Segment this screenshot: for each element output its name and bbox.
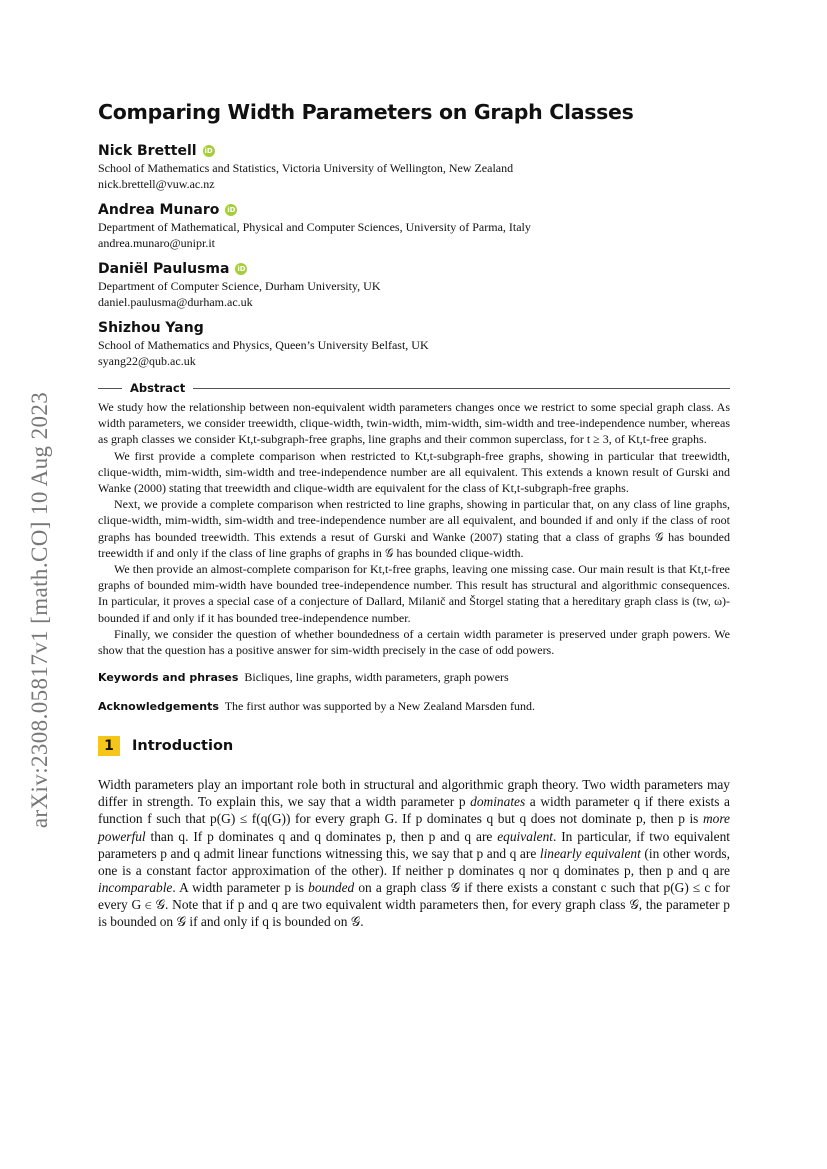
- author-affiliation: School of Mathematics and Statistics, Victoria University of Wellington, New Zealand: [98, 161, 514, 175]
- intro-text: . A width parameter p is: [172, 879, 309, 895]
- arxiv-id-text: arXiv:2308.05817v1 [math.CO] 10 Aug 2023: [27, 391, 52, 829]
- section-title: Introduction: [132, 738, 234, 755]
- author-list: [98, 142, 730, 369]
- author-block: [98, 319, 730, 369]
- paper-body: [98, 100, 730, 930]
- rule-divider: [193, 388, 730, 389]
- author-block: [98, 142, 730, 192]
- author-affiliation: Department of Computer Science, Durham University, UK: [98, 279, 381, 293]
- author-email[interactable]: andrea.munaro@unipr.it: [98, 236, 216, 250]
- ack-label: Acknowledgements: [98, 700, 219, 714]
- author-affiliation: School of Mathematics and Physics, Queen’s University Belfast, UK: [98, 338, 429, 352]
- abstract-paragraph: We first provide a complete comparison when restricted to Kt,t-subgraph-free graphs, showing in particular that treewidth, clique-width, mim-width, sim-width and tree-independence number are all equivalent. This extends a known result of Gurski and Wanke (2000) stating that treewidth and clique-width are equivalent for the class of Kt,t-subgraph-free graphs.: [98, 448, 730, 496]
- intro-paragraph: [98, 776, 730, 930]
- paper-title: Comparing Width Parameters on Graph Classes: [98, 100, 634, 124]
- intro-text: (in other words, one is a constant factor approximation of the other). If neither p dominates q nor q dominates p, then p and q are: [98, 845, 730, 878]
- abstract-title: Abstract: [130, 381, 186, 395]
- abstract-paragraph: Next, we provide a complete comparison when restricted to line graphs, showing in particular that, on any class of line graphs, clique-width, mim-width, sim-width and tree-independence number are all equivalent, and bounded if and only if the class of root graphs has bounded treewidth. This extends a resut of Gurski and Wanke (2007) stating that a class of graphs 𝒢 has bounded treewidth if and only if the class of line graphs of graphs in 𝒢 has bounded clique-width.: [98, 497, 730, 560]
- orcid-icon[interactable]: iD: [227, 206, 236, 214]
- intro-text: Width parameters play an important role both in structural and algorithmic graph theory. Two width parameters may differ in strength. To explain this, we say that a width parameter p: [98, 777, 730, 810]
- author-name-row: [98, 142, 730, 160]
- acknowledgements: [98, 699, 730, 714]
- abstract-paragraph: We study how the relationship between non-equivalent width parameters changes once we restrict to some special graph class. As width parameters, we consider treewidth, clique-width, twin-width, mim-width, sim-width and tree-independence number, whereas as graph classes we consider Kt,t-subgraph-free graphs, line graphs and their common superclass, for t ≥ 3, of Kt,t-free graphs.: [98, 400, 730, 447]
- author-block: [98, 201, 730, 251]
- keywords: [98, 670, 730, 685]
- author-name-row: [98, 260, 730, 278]
- author-email[interactable]: syang22@qub.ac.uk: [98, 354, 196, 368]
- author-email[interactable]: daniel.paulusma@durham.ac.uk: [98, 295, 253, 309]
- intro-text: than q. If p dominates q and q dominates p, then p and q are: [145, 828, 498, 844]
- orcid-icon[interactable]: iD: [237, 265, 246, 273]
- intro-text: . In particular, if two equivalent parameters p and q admit linear functions witnessing this, we say that p and q are: [98, 828, 730, 861]
- ack-text: The first author was supported by a New Zealand Marsden fund.: [224, 699, 535, 714]
- intro-text: a width parameter q if there exists a function f such that p(G) ≤ f(q(G)) for every graph G. If p dominates q but q does not dominate p, then p is: [98, 794, 730, 827]
- abstract-heading: [98, 381, 730, 395]
- intro-term: bounded: [308, 879, 355, 895]
- intro-term: linearly equivalent: [539, 845, 641, 861]
- author-email[interactable]: nick.brettell@vuw.ac.nz: [98, 177, 215, 191]
- orcid-icon[interactable]: iD: [204, 147, 213, 155]
- author-name-row: [98, 201, 730, 219]
- abstract-body: [98, 399, 730, 658]
- intro-term: equivalent: [497, 828, 553, 844]
- author-name: Andrea Munaro: [98, 202, 220, 218]
- abstract-paragraph: Finally, we consider the question of whether boundedness of a certain width parameter is preserved under graph powers. We show that the question has a positive answer for sim-width precisely in the case of odd powers.: [98, 626, 730, 658]
- rule-divider: [98, 388, 122, 389]
- keywords-label: Keywords and phrases: [98, 671, 239, 685]
- author-block: [98, 260, 730, 310]
- author-affiliation: Department of Mathematical, Physical and Computer Sciences, University of Parma, Italy: [98, 220, 531, 234]
- keywords-text: Bicliques, line graphs, width parameters, graph powers: [244, 670, 509, 685]
- abstract-paragraph: We then provide an almost-complete comparison for Kt,t-free graphs, leaving one missing case. Our main result is that Kt,t-free graphs of bounded mim-width have bounded tree-independence number. This result has structural and algorithmic consequences. In particular, it proves a special case of a conjecture of Dallard, Milanič and Štorgel stating that a hereditary graph class is (tw, ω)-bounded if and only if it has bounded tree-independence number.: [98, 562, 730, 625]
- arxiv-identifier: [18, 340, 62, 880]
- author-name: Shizhou Yang: [98, 320, 204, 336]
- author-name: Daniël Paulusma: [98, 261, 230, 277]
- intro-text: on a graph class 𝒢 if there exists a constant c such that p(G) ≤ c for every G ∈ 𝒢. Note that if p and q are two equivalent width parameters then, for every graph class 𝒢, the parameter p is bounded on 𝒢 if and only if q is bounded on 𝒢.: [98, 879, 730, 929]
- intro-term: more powerful: [98, 811, 730, 844]
- intro-term: dominates: [470, 794, 526, 810]
- author-name: Nick Brettell: [98, 143, 197, 159]
- section-heading: [98, 736, 730, 756]
- intro-term: incomparable: [98, 879, 173, 895]
- section-number: 1: [98, 736, 120, 756]
- author-name-row: [98, 319, 730, 337]
